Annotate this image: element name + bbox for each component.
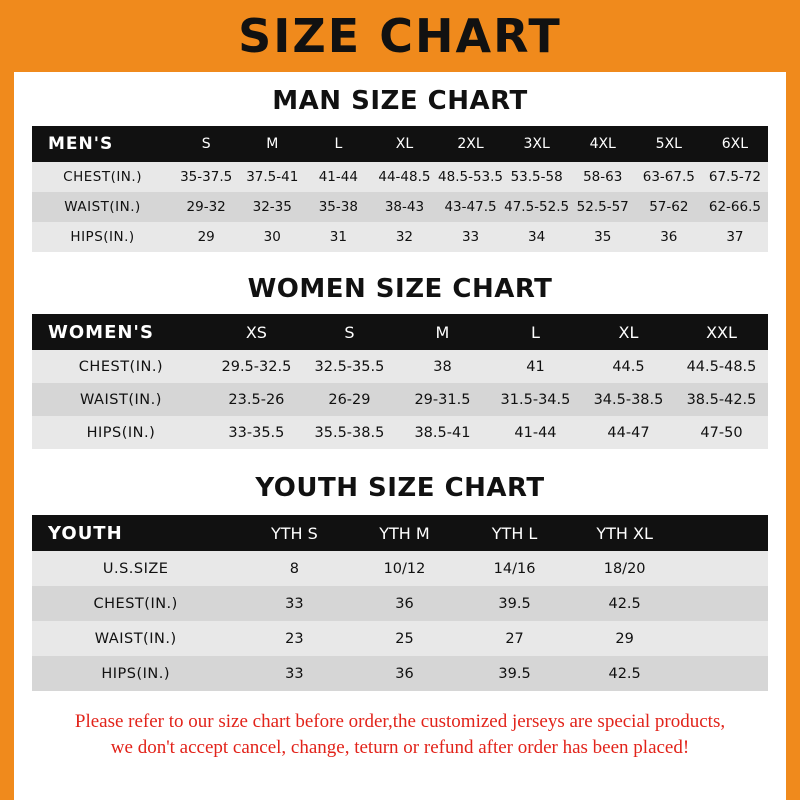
man-col-header: 6XL xyxy=(721,136,749,152)
cell: 23.5-26 xyxy=(228,391,285,408)
man-col-header: M xyxy=(266,136,279,152)
cell: 44.5 xyxy=(612,358,645,375)
women-corner-header: WOMEN'S xyxy=(48,321,154,343)
cell: 31.5-34.5 xyxy=(500,391,571,408)
cell: 48.5-53.5 xyxy=(438,169,504,185)
man-col-header: 3XL xyxy=(523,136,550,152)
row-label: U.S.SIZE xyxy=(102,560,169,577)
table-row xyxy=(32,416,768,449)
table-row xyxy=(32,586,768,621)
table-row xyxy=(32,350,768,383)
cell: 34 xyxy=(528,229,546,245)
table-row xyxy=(32,383,768,416)
cell: 58-63 xyxy=(583,169,623,185)
cell: 30 xyxy=(263,229,281,245)
man-header-row xyxy=(32,126,768,162)
cell: 29 xyxy=(615,630,634,647)
table-row xyxy=(32,621,768,656)
cell: 38 xyxy=(433,358,452,375)
cell: 37 xyxy=(726,229,744,245)
table-row xyxy=(32,192,768,222)
cell: 33 xyxy=(285,595,304,612)
cell: 27 xyxy=(505,630,524,647)
women-table-head xyxy=(32,314,768,350)
page-banner xyxy=(14,0,786,72)
row-label: CHEST(IN.) xyxy=(93,595,178,612)
cell: 8 xyxy=(289,560,300,577)
cell: 42.5 xyxy=(608,595,641,612)
cell: 62-66.5 xyxy=(708,199,761,215)
cell: 36 xyxy=(395,665,414,682)
cell: 33 xyxy=(461,229,480,245)
cell: 18/20 xyxy=(603,560,646,577)
row-label: WAIST(IN.) xyxy=(80,391,162,408)
cell: 31 xyxy=(329,229,347,245)
cell: 35-38 xyxy=(318,199,358,215)
women-col-header: XL xyxy=(618,322,639,342)
cell: 35.5-38.5 xyxy=(314,424,385,441)
man-col-header: S xyxy=(201,136,211,152)
women-col-header: M xyxy=(435,322,450,342)
cell: 47.5-52.5 xyxy=(504,199,570,215)
notice-line-2: we don't accept cancel, change, teturn or refund after order has been placed! xyxy=(110,736,690,758)
cell-spacer xyxy=(680,621,768,656)
cell: 36 xyxy=(395,595,414,612)
women-col-header: XS xyxy=(245,322,267,342)
youth-col-header: YTH S xyxy=(270,523,318,543)
man-table-body xyxy=(32,162,768,252)
youth-col-spacer xyxy=(680,515,768,551)
cell: 44-47 xyxy=(607,424,650,441)
row-label: HIPS(IN.) xyxy=(101,665,171,682)
man-col-header: 2XL xyxy=(457,136,484,152)
man-col-header: L xyxy=(334,136,343,152)
women-col-header: XXL xyxy=(706,322,737,342)
cell: 36 xyxy=(660,229,678,245)
women-section-title: WOMEN SIZE CHART xyxy=(247,274,553,304)
youth-section-title: YOUTH SIZE CHART xyxy=(255,473,545,503)
youth-corner-header: YOUTH xyxy=(48,522,123,544)
cell: 35-37.5 xyxy=(180,169,233,185)
cell: 67.5-72 xyxy=(708,169,761,185)
cell-spacer xyxy=(680,551,768,586)
cell: 29.5-32.5 xyxy=(221,358,292,375)
man-size-table xyxy=(32,126,768,252)
cell: 38.5-42.5 xyxy=(686,391,757,408)
man-col-header: 4XL xyxy=(589,136,616,152)
row-label: WAIST(IN.) xyxy=(64,199,141,215)
table-row xyxy=(32,551,768,586)
row-label: WAIST(IN.) xyxy=(94,630,177,647)
cell-spacer xyxy=(680,586,768,621)
cell: 52.5-57 xyxy=(576,199,629,215)
cell: 32.5-35.5 xyxy=(314,358,385,375)
cell: 35 xyxy=(594,229,612,245)
women-size-table xyxy=(32,314,768,449)
cell: 39.5 xyxy=(498,595,531,612)
cell: 41-44 xyxy=(514,424,557,441)
notice-line-1: Please refer to our size chart before order,the customized jerseys are special products, xyxy=(74,711,726,732)
cell: 23 xyxy=(285,630,304,647)
table-row xyxy=(32,222,768,252)
cell: 29-31.5 xyxy=(414,391,471,408)
cell: 42.5 xyxy=(608,665,641,682)
cell: 25 xyxy=(395,630,414,647)
women-col-header: S xyxy=(344,322,355,342)
table-row xyxy=(32,656,768,691)
order-notice xyxy=(32,709,768,760)
man-col-header: XL xyxy=(395,136,414,152)
cell: 10/12 xyxy=(383,560,426,577)
youth-header-row xyxy=(32,515,768,551)
cell: 38-43 xyxy=(384,199,425,215)
man-col-header: 5XL xyxy=(655,136,682,152)
women-table-body xyxy=(32,350,768,449)
cell: 44.5-48.5 xyxy=(686,358,757,375)
cell: 38.5-41 xyxy=(414,424,471,441)
cell-spacer xyxy=(680,656,768,691)
row-label: HIPS(IN.) xyxy=(86,424,156,441)
cell: 53.5-58 xyxy=(510,169,563,185)
cell: 29 xyxy=(197,229,215,245)
cell: 33-35.5 xyxy=(228,424,285,441)
man-table-head xyxy=(32,126,768,162)
cell: 32 xyxy=(395,229,414,245)
cell: 14/16 xyxy=(493,560,536,577)
youth-size-table xyxy=(32,515,768,691)
cell: 41-44 xyxy=(318,169,358,185)
youth-col-header: YTH L xyxy=(491,523,538,543)
cell: 37.5-41 xyxy=(246,169,299,185)
cell: 41 xyxy=(526,358,545,375)
cell: 33 xyxy=(285,665,304,682)
youth-table-body xyxy=(32,551,768,691)
row-label: CHEST(IN.) xyxy=(78,358,164,375)
women-header-row xyxy=(32,314,768,350)
youth-col-header: YTH M xyxy=(379,523,430,543)
cell: 29-32 xyxy=(186,199,226,215)
man-corner-header: MEN'S xyxy=(48,134,114,154)
cell: 47-50 xyxy=(700,424,743,441)
cell: 39.5 xyxy=(498,665,531,682)
table-row xyxy=(32,162,768,192)
cell: 34.5-38.5 xyxy=(593,391,664,408)
cell: 63-67.5 xyxy=(642,169,695,185)
youth-table-head xyxy=(32,515,768,551)
cell: 43-47.5 xyxy=(444,199,497,215)
content-area xyxy=(14,86,786,760)
cell: 57-62 xyxy=(649,199,689,215)
women-col-header: L xyxy=(531,322,540,342)
cell: 44-48.5 xyxy=(378,169,431,185)
youth-col-header: YTH XL xyxy=(596,523,653,543)
cell: 32-35 xyxy=(252,199,292,215)
page-title: SIZE CHART xyxy=(238,9,562,63)
man-section-title: MAN SIZE CHART xyxy=(272,86,528,116)
row-label: CHEST(IN.) xyxy=(63,169,142,185)
row-label: HIPS(IN.) xyxy=(70,229,135,245)
cell: 26-29 xyxy=(328,391,371,408)
